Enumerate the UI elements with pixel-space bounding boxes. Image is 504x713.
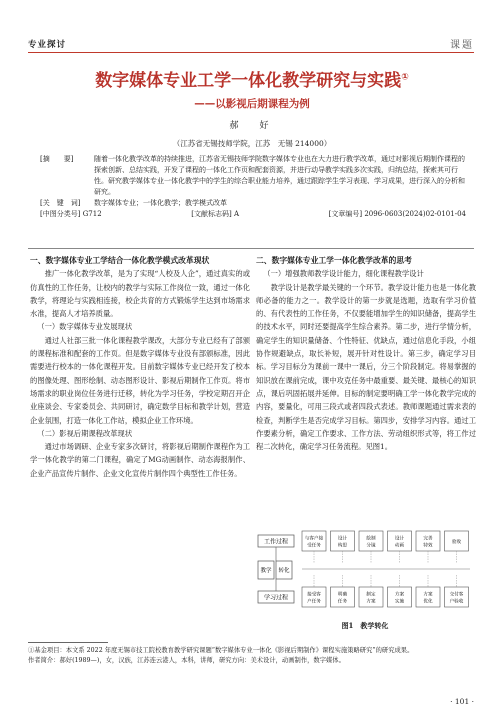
- work-process-label: 工作过程: [263, 538, 289, 546]
- article-meta: [40, 154, 466, 220]
- step-label: 设计: [394, 536, 405, 542]
- step-label: 户任务: [307, 599, 321, 605]
- paragraph: 通过人社部三批一体化课程教学课改，大部分专业已经有了部颁的课程标准和配套的工作页。但是数字媒体专业没有部颁标准，因此需要进行校本的一体化课程开发。目前数字媒体专业已经开发了校本的图像处理、图形绘制、动态图形设计、影视后期制作工作页。将市场需求的职业岗位任务进行迁移，转化为学习任务，学校定期召开企业座谈会、专家委员会、共同研讨，确定数学目标和教学计划，营造企业氛围，打造一体化工作站，模拟企业工作环境。: [30, 335, 250, 425]
- step-label: 构思: [337, 543, 348, 549]
- learning-process-label: 学习过程: [263, 594, 289, 602]
- author: 郝 好: [229, 121, 275, 131]
- step-label: 实施: [394, 599, 405, 605]
- step-label: 户验收: [449, 599, 464, 605]
- paragraph: 推广一体化教学改革，是为了实现“人校及人企”，通过真实的或仿真性的工作任务，让校内的教学与实际工作岗位一致，通过一体化教学，将理论与实践相连接，校企共育的方式锻炼学生达到市场需求水准，提高人才培养质量。: [30, 269, 250, 319]
- step-label: 与客户接: [304, 536, 324, 542]
- step-label: 制定: [366, 592, 376, 598]
- step-label: 动画: [394, 543, 405, 549]
- paragraph: 通过市场调研、企业专家多次研讨，将影视后期制作课程作为工学一体化教学的第二门课程，确定了MG动画制作、动态海报制作、企业产品宣传片制作、企业文化宣传片制作四个典型性工作任务。: [30, 442, 250, 478]
- footnote-rule: [28, 642, 108, 643]
- id-row: [40, 209, 466, 220]
- footnotes: [28, 646, 474, 666]
- step-label: 绘制: [366, 536, 376, 542]
- subsection-heading: （一）增强教师教学设计能力，细化课程教学设计: [263, 269, 424, 279]
- step-label: 方案: [394, 592, 405, 598]
- keywords-label: [关 键 词]: [40, 199, 81, 207]
- header-rule: [28, 52, 474, 53]
- funding-note: ①基金项目：本文系 2022 年度无锡市技工院校教育教学研究课题“数字媒体专业一体化《影视后期制作》课程实施策略研究”的研究成果。: [28, 647, 414, 654]
- step-label: 完善: [423, 536, 433, 542]
- abstract-text: 随着一体化教学改革的持续推进，江苏省无锡技师学院数字媒体专业也在大力进行教学改革，通过对影视后期制作课程的探索创新、总结实践，开发了课程的一体化工作页和配套资源，并进行动导教学实践多次实践，归纳总结，探索其可行性。研究教学媒体专业一体化教学中的学生的综合职业能力培养，通过跟踪学生学习表现、学习成果，进行深入的分析和研究。: [94, 155, 465, 196]
- keywords-row: [40, 198, 466, 209]
- transform-label: 转化: [278, 568, 290, 574]
- author-bio: 作者简介：郝好(1989—)，女，汉族，江苏连云港人，本科，讲师，研究方向：美术设计，动画制作，数字媒体。: [28, 657, 345, 664]
- step-label: 明确: [337, 592, 348, 598]
- article-no-field: [文章编号] 2096-0603(2024)02-0101-04: [328, 210, 466, 218]
- process-steps: [302, 531, 470, 607]
- clc-field: [中图分类号] G712: [40, 210, 102, 218]
- keywords-text: 数字媒体专业；一体化教学；教学模式改革: [94, 199, 227, 207]
- step-label: 验收: [451, 540, 462, 545]
- section-label: 专业探讨: [28, 40, 67, 50]
- step-label: 优化: [423, 599, 433, 605]
- step-label: 设计: [337, 536, 348, 542]
- subsection-heading: （一）数字媒体专业发展现状: [37, 322, 133, 332]
- step-label: 受任务: [307, 543, 321, 549]
- article-title: 数字媒体专业工学一体化教学研究与实践①: [95, 71, 409, 91]
- step-label: 任务: [337, 599, 348, 605]
- doc-code-field: [文献标志码] A: [191, 210, 240, 218]
- column-label: 课题: [450, 40, 474, 51]
- page-number: · 101 ·: [450, 697, 474, 706]
- step-label: 接受客: [307, 592, 321, 598]
- step-label: 分镜: [366, 543, 376, 549]
- figure-caption: 图1 教学转化: [341, 621, 389, 630]
- paragraph: 教学设计是教学最关键的一个环节。教学设计能力也是一体化教师必备的能力之一。教学设计的第一步就是选题，选取有学习价值的、有代表性的工作任务，不仅要能增加学生的知识储备，提高学生的技术水平，同时还要提高学生综合素养。第二步，进行学情分析，确定学生的知识量储备、个性特征、优缺点，通过信息化手段，小组协作规避缺点，取长补短，展开针对性设计。第三步，确定学习目标。学习目标分为课前一课中一课后，分三个阶段制定。将易掌握的知识放在课前完成，课中攻克任务中最重要、最关键、最核心的知识点，课后巩固拓展并延伸。目标的制定要明确工学一体化教学完成的内容，要量化，可用三段式或者四段式表述。教师课题通过需求表的检查，判断学生是否完成学习目标。第四步，安排学习内容。通过工作要素分析，确定工作要求、工作方法、劳动组织形式等，将工作过程二次转化，确定学习任务流程。见图1。: [256, 282, 476, 452]
- abstract-row: [40, 154, 466, 198]
- step-label: 方案: [423, 592, 433, 598]
- left-column: [30, 254, 250, 480]
- step-label: 交付客: [449, 592, 464, 598]
- affiliation: （江苏省无锡技师学院，江苏 无锡 214000）: [172, 139, 332, 148]
- step-label: 方案: [366, 599, 376, 605]
- meta-separator: [28, 248, 474, 249]
- subsection-heading: （二）影视后期课程改革现状: [37, 428, 133, 438]
- abstract-label: [摘 要]: [40, 155, 74, 163]
- teaching-transformation-diagram: [256, 527, 474, 617]
- section-heading: 二、数字媒体专业工学一体化教学改革的思考: [256, 256, 412, 265]
- section-heading: 一、数字媒体专业工学结合一体化教学模式改革现状: [30, 256, 210, 265]
- step-label: 特效: [423, 543, 433, 549]
- article-subtitle: ——以影视后期课程为例: [194, 98, 310, 110]
- right-column: [256, 254, 476, 453]
- teaching-label: 教学: [260, 568, 272, 574]
